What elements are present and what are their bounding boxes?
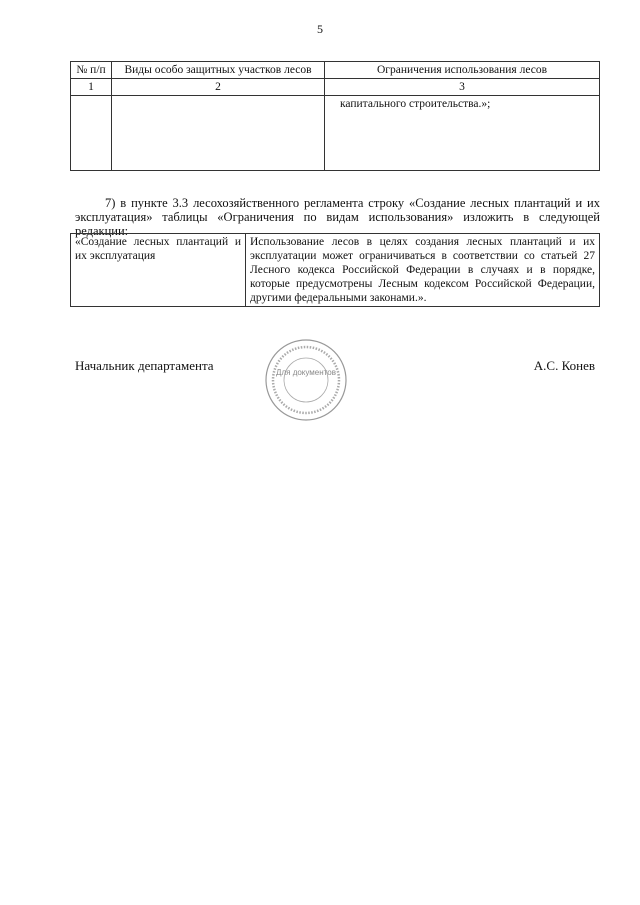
official-stamp	[264, 338, 348, 422]
signatory-title: Начальник департамента	[75, 358, 214, 373]
header-restrictions: Ограничения использования лесов	[325, 62, 600, 79]
stamp-seal-icon	[264, 338, 348, 422]
table-header-row	[71, 62, 600, 79]
body-cell-3	[325, 96, 600, 171]
header-number: № п/п	[71, 62, 112, 79]
header-area-types: Виды особо защитных участков лесов	[112, 62, 325, 79]
body-cell-2	[112, 96, 325, 171]
body-cell-3-text: капитального строительства.»;	[340, 98, 491, 110]
restrictions-table	[70, 61, 600, 171]
stamp-text: Для документов	[276, 368, 336, 377]
amendment-paragraph: 7) в пункте 3.3 лесохозяйственного регламента строку «Создание лесных плантаций и их эксплуатация» таблицы «Ограничения по видам использования» изложить в следующей редакции:	[75, 195, 600, 238]
page-number: 5	[317, 22, 323, 36]
index-cell-1: 1	[71, 79, 112, 96]
index-cell-2: 2	[112, 79, 325, 96]
amendment-left-cell: «Создание лесных плантаций и их эксплуатация	[71, 234, 246, 307]
table-row	[71, 234, 600, 307]
index-cell-3: 3	[325, 79, 600, 96]
amendment-right-cell: Использование лесов в целях создания лесных плантаций и их эксплуатации может ограничиваться в соответствии со статьей 27 Лесного кодекса Российской Федерации в случаях и в порядке, которые предусмотрены Лесным кодексом Российской Федерации, другими федеральными законами.».	[246, 234, 600, 307]
body-cell-1	[71, 96, 112, 171]
signatory-name: А.С. Конев	[533, 358, 595, 373]
table-index-row	[71, 79, 600, 96]
amendment-table	[70, 233, 600, 307]
table-row	[71, 96, 600, 171]
